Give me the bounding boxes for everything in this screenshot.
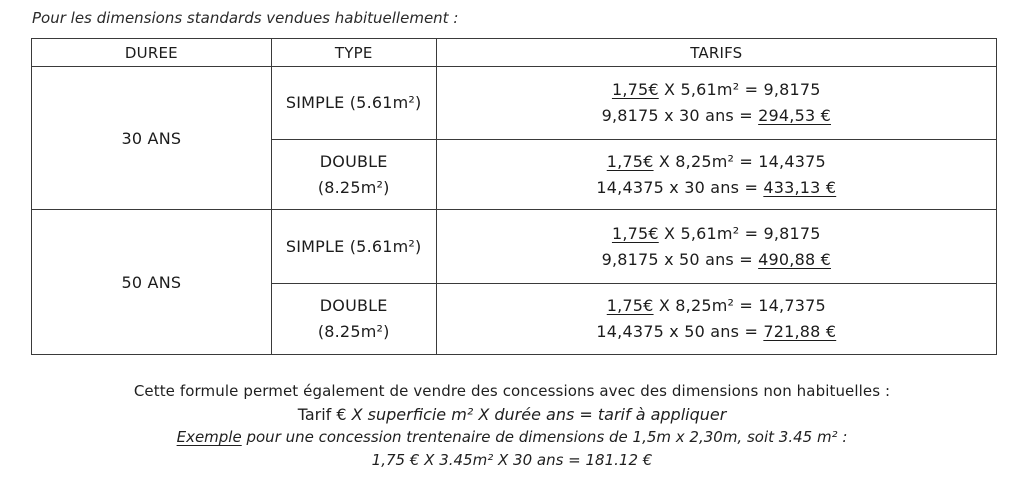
type-area: (8.25m²) <box>317 177 390 197</box>
total-price: 721,88 € <box>763 322 837 341</box>
calc-text: X 5,61m² = 9,8175 <box>658 80 821 99</box>
example-line <box>0 426 1024 449</box>
tarif-cell <box>436 67 996 140</box>
type-label: SIMPLE (5.61m²) <box>285 93 422 112</box>
table-header-row <box>32 39 997 67</box>
calc-text: X 8,25m² = 14,4375 <box>653 151 826 171</box>
example-calc: 1,75 € X 3.45m² X 30 ans = 181.12 € <box>371 451 653 469</box>
example-text: pour une concession trentenaire de dimensions de 1,5m x 2,30m, soit 3.45 m² : <box>241 428 848 446</box>
type-cell <box>271 210 436 284</box>
duree-cell: 50 ANS <box>32 210 272 355</box>
unit-price: 1,75€ <box>606 296 654 315</box>
total-price: 433,13 € <box>763 177 837 197</box>
tarif-calc-line-1 <box>437 149 996 175</box>
calc-text: 14,4375 x 50 ans = <box>596 322 764 341</box>
type-cell <box>271 67 436 140</box>
tarif-cell <box>436 140 996 210</box>
table-row <box>32 210 997 284</box>
tarif-calc-line-2 <box>437 175 996 201</box>
type-label: DOUBLE <box>319 151 388 171</box>
header-duree: DUREE <box>32 39 272 67</box>
type-cell <box>271 140 436 210</box>
tarifs-table <box>31 38 997 355</box>
unit-price: 1,75€ <box>611 80 659 99</box>
calc-text: 9,8175 x 30 ans = <box>601 106 759 125</box>
formula-intro: Cette formule permet également de vendre des concessions avec des dimensions non habituelles : <box>133 382 891 400</box>
unit-price: 1,75€ <box>606 151 654 171</box>
example-label: Exemple <box>176 428 242 446</box>
formula-prefix: Tarif € <box>297 405 352 424</box>
intro-text: Pour les dimensions standards vendues habituellement : <box>32 9 459 27</box>
type-area: (8.25m²) <box>317 322 390 341</box>
calc-text: X 8,25m² = 14,7375 <box>653 296 826 315</box>
formula-text: X superficie m² X durée ans = tarif à appliquer <box>351 405 727 424</box>
formula-line <box>0 403 1024 426</box>
tarif-calc-line-2 <box>437 103 996 129</box>
tarif-cell <box>436 210 996 284</box>
tarif-calc-line-2 <box>437 319 996 345</box>
header-tarifs: TARIFS <box>436 39 996 67</box>
type-label: SIMPLE (5.61m²) <box>285 236 422 256</box>
tarif-calc-line-1 <box>437 77 996 103</box>
tarif-calc-line-1 <box>437 293 996 319</box>
duree-cell: 30 ANS <box>32 67 272 210</box>
tarif-cell <box>436 284 996 355</box>
total-price: 294,53 € <box>758 106 831 125</box>
total-price: 490,88 € <box>758 249 831 269</box>
table-row <box>32 67 997 140</box>
tarif-calc-line-1 <box>437 221 996 247</box>
calc-text: X 5,61m² = 9,8175 <box>658 223 821 243</box>
calc-text: 14,4375 x 30 ans = <box>596 177 764 197</box>
type-cell <box>271 284 436 355</box>
type-label: DOUBLE <box>319 296 388 315</box>
tarif-calc-line-2 <box>437 247 996 273</box>
footer-note <box>0 380 1024 472</box>
unit-price: 1,75€ <box>611 223 659 243</box>
header-type: TYPE <box>271 39 436 67</box>
calc-text: 9,8175 x 50 ans = <box>601 249 759 269</box>
